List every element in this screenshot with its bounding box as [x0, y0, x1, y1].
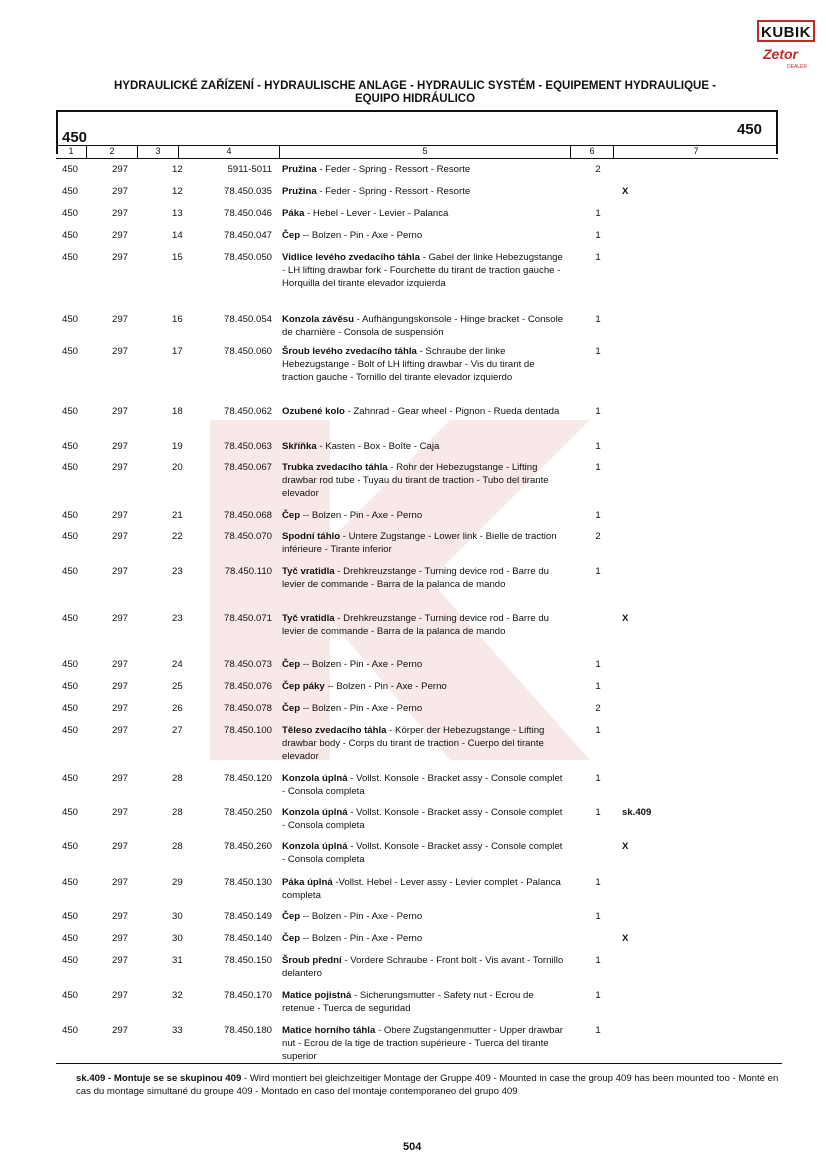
cell-quantity: 1	[595, 877, 601, 888]
cell-quantity: 1	[595, 955, 601, 966]
cell-part-number: 78.450.071	[223, 613, 272, 624]
description-bold: Čep	[282, 230, 301, 241]
description-text: -Vollst. Hebel - Lever assy - Levier complet - Palanca completa	[282, 877, 561, 901]
footnote-bold: sk.409 - Montuje se se skupinou 409	[76, 1073, 242, 1084]
cell-quantity: 1	[595, 462, 601, 473]
title-line-2: EQUIPO HIDRÁULICO	[354, 93, 476, 105]
cell-description	[282, 186, 567, 199]
cell-model: 450	[62, 1025, 79, 1036]
cell-model: 450	[62, 990, 79, 1001]
cell-position: 19	[172, 441, 183, 452]
cell-description	[282, 406, 567, 419]
cell-model: 450	[62, 933, 79, 944]
description-bold: Konzola úplná	[282, 807, 348, 818]
description-bold: Matice pojistná	[282, 990, 352, 1001]
cell-description	[282, 773, 567, 799]
cell-quantity: 2	[595, 164, 601, 175]
cell-model: 450	[62, 566, 79, 577]
cell-part-number: 5911-5011	[227, 164, 272, 175]
logo-sub: Zetor	[763, 46, 798, 62]
cell-code: 297	[112, 877, 129, 888]
cell-model: 450	[62, 441, 79, 452]
description-bold: Vidlice levého zvedacího táhla	[282, 252, 420, 263]
cell-model: 450	[62, 164, 79, 175]
column-header: 6	[571, 146, 614, 158]
cell-description	[282, 252, 567, 290]
cell-position: 15	[172, 252, 183, 263]
cell-part-number: 78.450.180	[223, 1025, 272, 1036]
cell-part-number: 78.450.062	[223, 406, 272, 417]
cell-part-number: 78.450.250	[223, 807, 272, 818]
cell-position: 28	[172, 807, 183, 818]
cell-code: 297	[112, 773, 129, 784]
description-bold: Matice horního táhla	[282, 1025, 376, 1036]
cell-position: 12	[172, 186, 183, 197]
cell-description	[282, 230, 567, 243]
kubik-zetor-logo	[757, 14, 817, 72]
cell-position: 18	[172, 406, 183, 417]
cell-position: 23	[172, 613, 183, 624]
cell-description	[282, 462, 567, 500]
cell-code: 297	[112, 659, 129, 670]
cell-code: 297	[112, 725, 129, 736]
cell-quantity: 1	[595, 406, 601, 417]
cell-model: 450	[62, 252, 79, 263]
description-bold: Konzola závěsu	[282, 314, 354, 325]
cell-quantity: 1	[595, 773, 601, 784]
cell-description	[282, 877, 567, 903]
cell-note: X	[622, 186, 629, 197]
cell-part-number: 78.450.110	[224, 566, 272, 577]
cell-part-number: 78.450.076	[223, 681, 272, 692]
cell-model: 450	[62, 807, 79, 818]
cell-position: 16	[172, 314, 183, 325]
cell-position: 31	[172, 955, 183, 966]
cell-model: 450	[62, 314, 79, 325]
footnote	[76, 1073, 786, 1099]
cell-description	[282, 990, 567, 1016]
cell-quantity: 1	[595, 208, 601, 219]
cell-part-number: 78.450.170	[223, 990, 272, 1001]
cell-model: 450	[62, 911, 79, 922]
cell-position: 30	[172, 933, 183, 944]
cell-part-number: 78.450.149	[223, 911, 272, 922]
cell-code: 297	[112, 164, 129, 175]
cell-model: 450	[62, 531, 79, 542]
cell-position: 32	[172, 990, 183, 1001]
cell-description	[282, 703, 567, 716]
cell-position: 21	[172, 510, 183, 521]
description-bold: Skříňka	[282, 441, 317, 452]
cell-description	[282, 208, 567, 221]
cell-code: 297	[112, 955, 129, 966]
cell-position: 27	[172, 725, 183, 736]
cell-note: X	[622, 841, 629, 852]
cell-code: 297	[112, 406, 129, 417]
cell-model: 450	[62, 725, 79, 736]
cell-part-number: 78.450.120	[223, 773, 272, 784]
cell-part-number: 78.450.050	[223, 252, 272, 263]
cell-quantity: 1	[595, 566, 601, 577]
description-bold: Čep	[282, 933, 301, 944]
cell-position: 33	[172, 1025, 183, 1036]
cell-model: 450	[62, 186, 79, 197]
cell-quantity: 1	[595, 681, 601, 692]
description-text: - Hebel - Lever - Levier - Palanca	[304, 208, 449, 219]
cell-model: 450	[62, 841, 79, 852]
cell-position: 12	[172, 164, 183, 175]
cell-code: 297	[112, 807, 129, 818]
cell-description	[282, 681, 567, 694]
cell-part-number: 78.450.063	[223, 441, 272, 452]
cell-description	[282, 841, 567, 867]
column-header: 2	[87, 146, 138, 158]
cell-code: 297	[112, 252, 129, 263]
description-text: - Aufhängungskonsole - Hinge bracket - Console de charnière - Consola de suspensión	[282, 314, 564, 338]
cell-code: 297	[112, 462, 129, 473]
cell-description	[282, 725, 567, 763]
footnote-separator	[56, 1063, 782, 1064]
cell-position: 24	[172, 659, 183, 670]
cell-code: 297	[112, 531, 129, 542]
description-text: - Sicherungsmutter - Safety nut - Ecrou de retenue - Tuerca de seguridad	[282, 990, 534, 1014]
description-bold: Konzola úplná	[282, 773, 348, 784]
description-text: - Vordere Schraube - Front bolt - Vis avant - Tornillo delantero	[282, 955, 564, 979]
cell-part-number: 78.450.073	[223, 659, 272, 670]
description-text: - Drehkreuzstange - Turning device rod - Barre du levier de commande - Barra de la palanca de mando	[282, 566, 549, 590]
cell-position: 13	[172, 208, 183, 219]
cell-part-number: 78.450.100	[223, 725, 272, 736]
description-text: -- Bolzen - Pin - Axe - Perno	[300, 510, 423, 521]
description-bold: Čep	[282, 911, 301, 922]
description-text: - Feder - Spring - Ressort - Resorte	[316, 164, 471, 175]
description-text: -- Bolzen - Pin - Axe - Perno	[300, 933, 423, 944]
title-line-1: HYDRAULICKÉ ZAŘÍZENÍ - HYDRAULISCHE ANLAGE - HYDRAULIC SYSTÉM - EQUIPEMENT HYDRAULIQUE -	[113, 80, 717, 92]
description-bold: Těleso zvedacího táhla	[282, 725, 387, 736]
description-text: - Rohr der Hebezugstange - Lifting drawbar rod tube - Tuyau du tirant de traction - Tubo del tirante elevador	[282, 462, 549, 499]
column-header-row	[56, 145, 778, 159]
cell-part-number: 78.450.068	[223, 510, 272, 521]
column-header: 1	[56, 146, 87, 158]
cell-part-number: 78.450.060	[223, 346, 272, 357]
cell-model: 450	[62, 877, 79, 888]
column-header: 3	[138, 146, 179, 158]
cell-model: 450	[62, 773, 79, 784]
description-bold: Spodní táhlo	[282, 531, 341, 542]
cell-note: X	[622, 933, 629, 944]
cell-code: 297	[112, 933, 129, 944]
description-bold: Konzola úplná	[282, 841, 348, 852]
description-text: - Untere Zugstange - Lower link - Bielle de traction inférieure - Tirante inferior	[282, 531, 557, 555]
cell-model: 450	[62, 659, 79, 670]
cell-part-number: 78.450.054	[223, 314, 272, 325]
cell-model: 450	[62, 703, 79, 714]
cell-model: 450	[62, 406, 79, 417]
page-title	[60, 80, 770, 106]
description-bold: Páka úplná	[282, 877, 333, 888]
description-bold: Čep	[282, 703, 301, 714]
description-text: - Kasten - Box - Boîte - Caja	[316, 441, 440, 452]
cell-code: 297	[112, 613, 129, 624]
cell-position: 14	[172, 230, 183, 241]
cell-quantity: 1	[595, 252, 601, 263]
logo-brand: KUBIK	[757, 20, 815, 42]
cell-description	[282, 613, 567, 639]
description-bold: Páka	[282, 208, 305, 219]
description-text: - Schraube der linke Hebezugstange - Bolt of LH lifting drawbar - Vis du tirant de traction gauche - Tornillo del tirante elevador izquierdo	[282, 346, 535, 383]
cell-quantity: 2	[595, 531, 601, 542]
cell-description	[282, 807, 567, 833]
description-text: - Körper der Hebezugstange - Lifting drawbar body - Corps du tirant de traction - Cuerpo del tirante elevador	[282, 725, 545, 762]
cell-code: 297	[112, 510, 129, 521]
cell-model: 450	[62, 510, 79, 521]
cell-model: 450	[62, 462, 79, 473]
cell-code: 297	[112, 208, 129, 219]
cell-description	[282, 955, 567, 981]
description-bold: Šroub levého zvedacího táhla	[282, 346, 417, 357]
description-text: - Feder - Spring - Ressort - Resorte	[316, 186, 471, 197]
cell-quantity: 1	[595, 659, 601, 670]
description-text: -- Bolzen - Pin - Axe - Perno	[324, 681, 447, 692]
cell-model: 450	[62, 230, 79, 241]
cell-quantity: 1	[595, 911, 601, 922]
cell-quantity: 1	[595, 510, 601, 521]
cell-part-number: 78.450.070	[223, 531, 272, 542]
description-text: - Gabel der linke Hebezugstange - LH lifting drawbar fork - Fourchette du tirant de traction gauche - Horquilla del tirante elevador izquierda	[282, 252, 563, 289]
column-header: 7	[693, 146, 699, 156]
cell-part-number: 78.450.150	[223, 955, 272, 966]
cell-position: 25	[172, 681, 183, 692]
cell-description	[282, 314, 567, 340]
description-bold: Čep	[282, 659, 301, 670]
description-text: - Drehkreuzstange - Turning device rod - Barre du levier de commande - Barra de la palanca de mando	[282, 613, 549, 637]
cell-description	[282, 933, 567, 946]
cell-position: 29	[172, 877, 183, 888]
cell-position: 17	[172, 346, 183, 357]
description-text: - Obere Zugstangenmutter - Upper drawbar nut - Ecrou de la tige de traction supérieure - Tuerca del tirante superior	[282, 1025, 563, 1062]
description-text: -- Bolzen - Pin - Axe - Perno	[300, 230, 423, 241]
cell-note: X	[622, 613, 629, 624]
cell-part-number: 78.450.130	[223, 877, 272, 888]
description-text: -- Bolzen - Pin - Axe - Perno	[300, 703, 423, 714]
cell-part-number: 78.450.047	[223, 230, 272, 241]
cell-code: 297	[112, 314, 129, 325]
cell-code: 297	[112, 566, 129, 577]
cell-description	[282, 1025, 567, 1063]
description-bold: Trubka zvedacího táhla	[282, 462, 388, 473]
cell-description	[282, 566, 567, 592]
description-bold: Tyč vratidla	[282, 613, 335, 624]
column-header: 4	[179, 146, 280, 158]
cell-code: 297	[112, 230, 129, 241]
cell-model: 450	[62, 613, 79, 624]
cell-code: 297	[112, 186, 129, 197]
cell-description	[282, 510, 567, 523]
cell-part-number: 78.450.067	[223, 462, 272, 473]
cell-model: 450	[62, 681, 79, 692]
cell-description	[282, 911, 567, 924]
cell-part-number: 78.450.035	[223, 186, 272, 197]
group-number-left: 450	[62, 129, 88, 146]
cell-code: 297	[112, 911, 129, 922]
cell-description	[282, 164, 567, 177]
cell-quantity: 1	[595, 230, 601, 241]
logo-dealer: DEALER	[787, 64, 808, 70]
cell-code: 297	[112, 703, 129, 714]
description-text: - Vollst. Konsole - Bracket assy - Console complet - Consola completa	[282, 807, 563, 831]
cell-quantity: 1	[595, 314, 601, 325]
cell-quantity: 1	[595, 441, 601, 452]
cell-position: 30	[172, 911, 183, 922]
description-bold: Čep	[282, 510, 301, 521]
cell-position: 26	[172, 703, 183, 714]
description-bold: Pružina	[282, 186, 317, 197]
cell-position: 20	[172, 462, 183, 473]
cell-model: 450	[62, 208, 79, 219]
description-bold: Pružina	[282, 164, 317, 175]
description-text: -- Bolzen - Pin - Axe - Perno	[300, 659, 423, 670]
cell-position: 28	[172, 773, 183, 784]
description-bold: Čep páky	[282, 681, 325, 692]
footnote-text: - Wird montiert bei gleichzeitiger Montage der Gruppe 409 - Mounted in case the group 409 has been mounted too - Monté en cas du montage simultané du groupe 409 - Montado en caso del montaje contemporaneo del grupo 409	[76, 1073, 779, 1097]
description-text: - Vollst. Konsole - Bracket assy - Console complet - Consola completa	[282, 773, 563, 797]
cell-model: 450	[62, 346, 79, 357]
cell-quantity: 1	[595, 807, 601, 818]
cell-quantity: 1	[595, 346, 601, 357]
column-header: 5	[280, 146, 571, 158]
cell-quantity: 1	[595, 1025, 601, 1036]
cell-code: 297	[112, 681, 129, 692]
group-number-right: 450	[736, 121, 762, 138]
cell-quantity: 1	[595, 990, 601, 1001]
cell-code: 297	[112, 841, 129, 852]
cell-part-number: 78.450.140	[223, 933, 272, 944]
cell-code: 297	[112, 990, 129, 1001]
cell-quantity: 1	[595, 725, 601, 736]
cell-position: 28	[172, 841, 183, 852]
description-text: - Vollst. Konsole - Bracket assy - Console complet - Consola completa	[282, 841, 563, 865]
description-bold: Šroub přední	[282, 955, 342, 966]
cell-code: 297	[112, 441, 129, 452]
cell-part-number: 78.450.046	[223, 208, 272, 219]
cell-position: 22	[172, 531, 183, 542]
cell-part-number: 78.450.078	[223, 703, 272, 714]
cell-description	[282, 531, 567, 557]
description-text: - Zahnrad - Gear wheel - Pignon - Rueda dentada	[344, 406, 560, 417]
description-text: -- Bolzen - Pin - Axe - Perno	[300, 911, 423, 922]
cell-position: 23	[172, 566, 183, 577]
cell-description	[282, 441, 567, 454]
cell-code: 297	[112, 346, 129, 357]
cell-part-number: 78.450.260	[223, 841, 272, 852]
page-number: 504	[403, 1141, 422, 1153]
cell-description	[282, 659, 567, 672]
cell-note: sk.409	[622, 807, 652, 818]
description-bold: Ozubené kolo	[282, 406, 345, 417]
cell-quantity: 2	[595, 703, 601, 714]
cell-model: 450	[62, 955, 79, 966]
cell-description	[282, 346, 567, 384]
description-bold: Tyč vratidla	[282, 566, 335, 577]
cell-code: 297	[112, 1025, 129, 1036]
